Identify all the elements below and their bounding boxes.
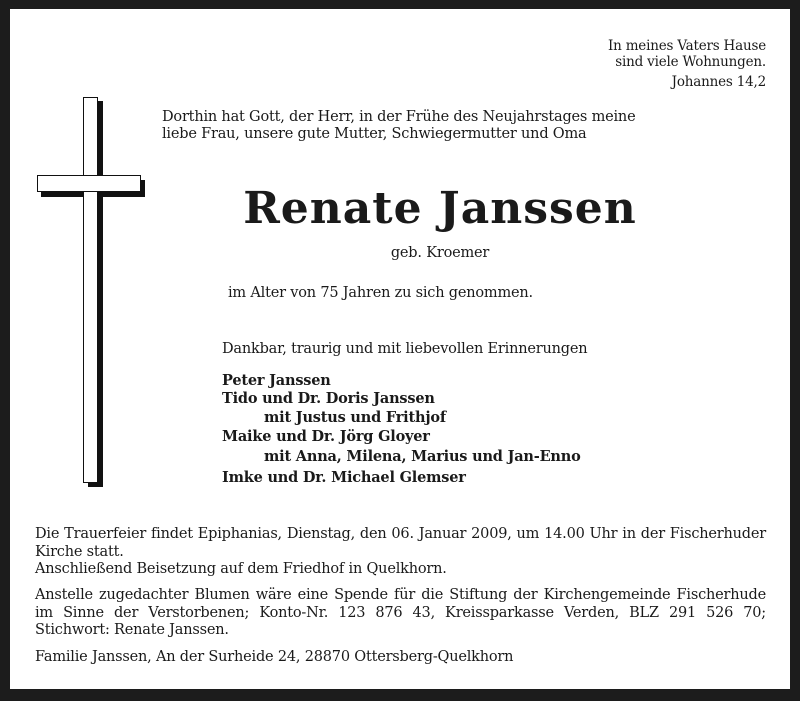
mourner: Tido und Dr. Doris Janssen	[222, 390, 435, 407]
maiden-name: geb. Kroemer	[390, 245, 490, 261]
deceased-name: Renate Janssen	[243, 183, 637, 234]
motto-line-1: In meines Vaters Hause	[607, 38, 766, 54]
motto-line-2: sind viele Wohnungen.	[615, 54, 766, 70]
intro-line-1: Dorthin hat Gott, der Herr, in der Frühe des Neujahrstages meine	[162, 109, 636, 125]
mourner: Peter Janssen	[222, 372, 331, 389]
family-address: Familie Janssen, An der Surheide 24, 28870 Ottersberg-Quelkhorn	[35, 649, 514, 665]
intro-line-2: liebe Frau, unsere gute Mutter, Schwiegermutter und Oma	[162, 126, 587, 142]
ceremony-text: Die Trauerfeier findet Epiphanias, Dienstag, den 06. Januar 2009, um 14.00 Uhr in der Fischerhuder Kirche statt.	[35, 526, 766, 560]
mourner: mit Anna, Milena, Marius und Jan-Enno	[264, 448, 581, 465]
mourner: Imke und Dr. Michael Glemser	[222, 469, 466, 486]
age-line: im Alter von 75 Jahren zu sich genommen.	[228, 285, 533, 301]
motto-source: Johannes 14,2	[671, 74, 766, 90]
mourner: mit Justus und Frithjof	[264, 409, 446, 426]
donation-text: Anstelle zugedachter Blumen wäre eine Spende für die Stiftung der Kirchengemeinde Fischerhude im Sinne der Verstorbenen; Konto-Nr. 123 876 43, Kreissparkasse Verden, BLZ 291 526 70; Stichwort: Renate Janssen.	[35, 587, 766, 638]
mourner: Maike und Dr. Jörg Gloyer	[222, 428, 430, 445]
burial-text: Anschließend Beisetzung auf dem Friedhof in Quelkhorn.	[35, 561, 447, 577]
mourners-intro: Dankbar, traurig und mit liebevollen Erinnerungen	[222, 341, 588, 357]
